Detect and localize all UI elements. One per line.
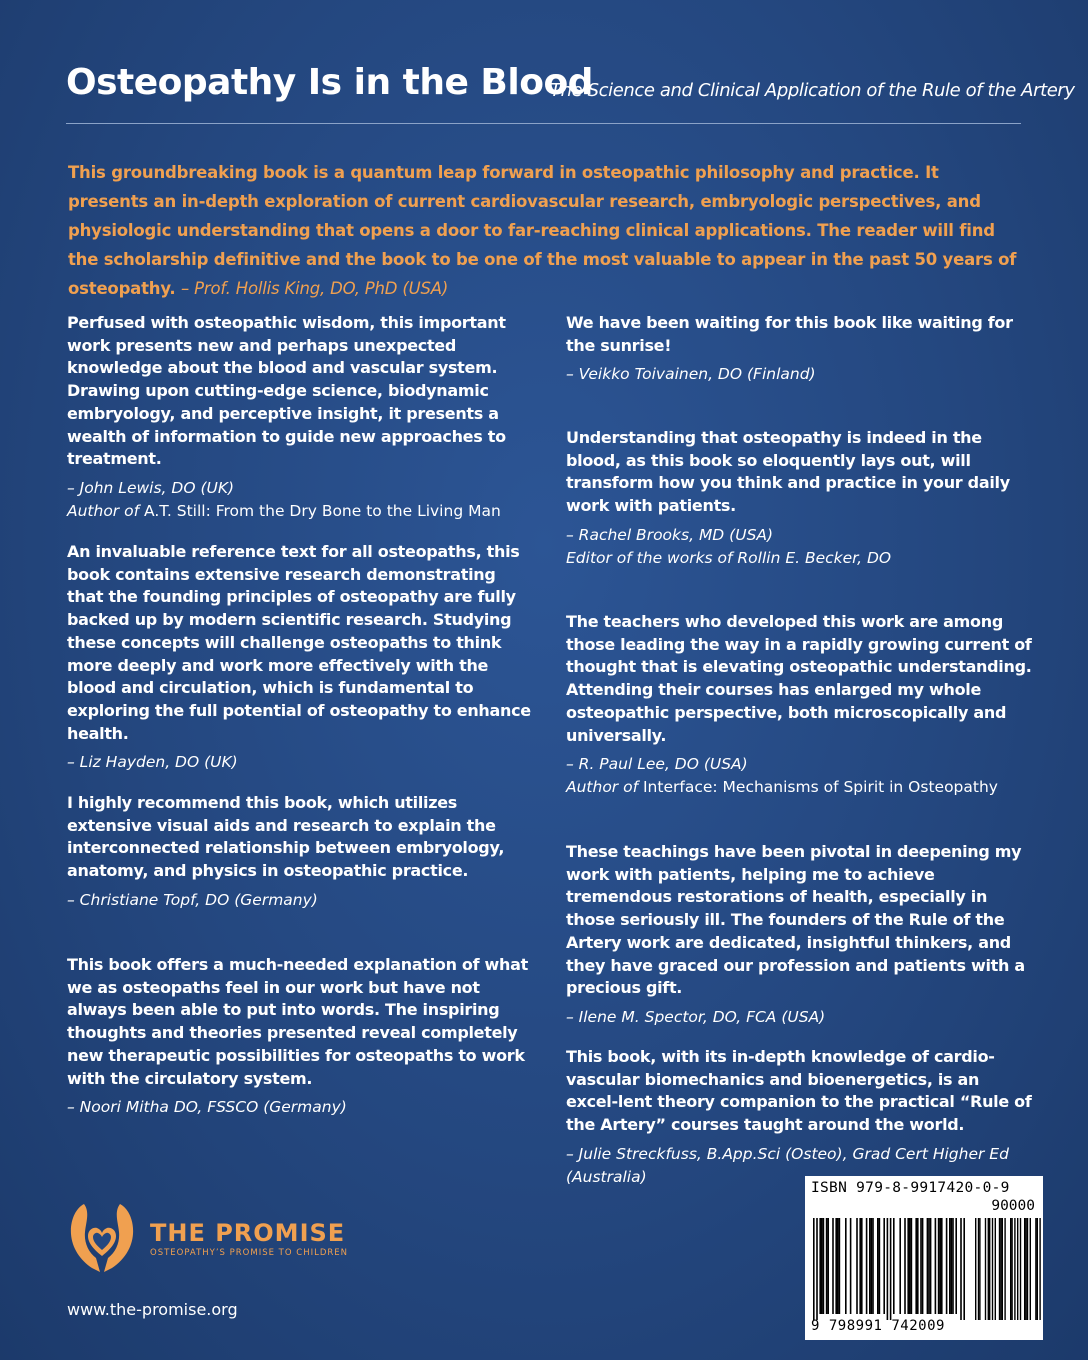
- barcode-bar: [837, 1218, 839, 1314]
- addon-bar: [979, 1218, 980, 1320]
- endorsement-ilene-spector: [566, 841, 1036, 1029]
- barcode-bar: [861, 1218, 863, 1314]
- endorsement-author: – Ilene M. Spector, DO, FCA (USA): [566, 1007, 826, 1026]
- addon-bar: [1002, 1218, 1003, 1320]
- endorsement-quote: Perfused with osteopathic wisdom, this important work presents new and perhaps unexpected knowledge about the blood and vascular system. Drawing upon cutting-edge science, biodynamic embryology, and perceptive insight, it presents a wealth of information to guide new approaches to treatment.: [67, 313, 506, 469]
- addon-bar: [1011, 1218, 1012, 1320]
- website-link[interactable]: www.the-promise.org: [67, 1300, 238, 1319]
- addon-bar: [1039, 1218, 1040, 1320]
- book-subtitle: The Science and Clinical Application of the Rule of the Artery: [550, 80, 1075, 101]
- endorsement-author: – Veikko Toivainen, DO (Finland): [566, 365, 816, 384]
- endorsement-quote: An invaluable reference text for all osteopaths, this book contains extensive research demonstrating that the founding principles of osteopathy are fully backed up by modern scientific research. Studying these concepts will challenge osteopaths to think more deeply and work more effectively with the blood and circulation, which is fundamental to exploring the full potential of osteopathy to enhance health.: [67, 542, 531, 743]
- price-code: 90000: [991, 1198, 1035, 1214]
- addon-bar: [1035, 1218, 1036, 1320]
- header-divider: [66, 123, 1021, 124]
- barcode-bar: [871, 1218, 873, 1314]
- barcode-bar: [904, 1218, 906, 1314]
- role-prefix: Author of: [67, 501, 140, 520]
- barcode-bar: [816, 1218, 818, 1320]
- lead-quote: This groundbreaking book is a quantum leap forward in osteopathic philosophy and practice. It presents an in-depth exploration of current cardiovascular research, embryologic perspectives, and physiologic understanding that opens a door to far-reaching clinical applications. The reader will find the scholarship definitive and the book to be one of the most valuable to appear in the past 50 years of osteopathy.: [68, 163, 1017, 298]
- endorsement-author: – Noori Mitha DO, FSSCO (Germany): [67, 1098, 347, 1117]
- endorsement-quote: These teachings have been pivotal in deepening my work with patients, helping me to achieve tremendous restorations of health, especially in those seriously ill. The founders of the Rule of the Artery work are dedicated, insightful thinkers, and they have graced our profession and patients with a precious gift.: [566, 842, 1025, 998]
- endorsement-quote: Understanding that osteopathy is indeed in the blood, as this book so eloquently lays out, will transform how you think and practice in your daily work with patients.: [566, 428, 1010, 516]
- barcode-bar: [946, 1218, 948, 1314]
- org-name: THE PROMISE: [150, 1219, 346, 1247]
- barcode-bar: [893, 1218, 895, 1314]
- barcode-bar: [938, 1218, 940, 1314]
- endorsement-quote: This book offers a much-needed explanation of what we as osteopaths feel in our work but have not always been able to put into words. The inspiring thoughts and theories presented reveal completely new therapeutic possibilities for osteopaths to work with the circulatory system.: [67, 955, 528, 1088]
- barcode-bar: [827, 1218, 829, 1314]
- addon-bar: [1027, 1218, 1028, 1320]
- barcode-bar: [819, 1218, 821, 1314]
- barcode-bar: [879, 1218, 881, 1314]
- addon-bar: [985, 1218, 986, 1320]
- endorsement-role: [566, 547, 1036, 570]
- addon-bar: [992, 1218, 993, 1320]
- endorsement-quote: I highly recommend this book, which utilizes extensive visual aids and research to explain the interconnected relationship between embryology, anatomy, and physics in osteopathic practice.: [67, 793, 505, 881]
- endorsement-liz-hayden: [67, 541, 537, 774]
- barcode-bar: [872, 1218, 874, 1314]
- barcode-bar: [821, 1218, 823, 1314]
- endorsement-author: – Liz Hayden, DO (UK): [67, 753, 238, 772]
- barcode-bar: [850, 1218, 852, 1314]
- addon-bar: [978, 1218, 979, 1320]
- addon-bar: [1024, 1218, 1025, 1320]
- lead-endorsement: [68, 158, 1023, 303]
- isbn-barcode: [805, 1176, 1043, 1340]
- barcode-bar: [877, 1218, 879, 1314]
- endorsement-r-paul-lee: [566, 611, 1036, 799]
- barcode-bar: [823, 1218, 825, 1314]
- barcode-bar: [887, 1218, 889, 1320]
- barcode-bar: [960, 1218, 962, 1320]
- barcode-bar: [859, 1218, 861, 1314]
- barcode-bar: [839, 1218, 841, 1314]
- barcode-bar: [930, 1218, 932, 1314]
- barcode-bar: [907, 1218, 909, 1314]
- endorsement-role: [67, 500, 537, 523]
- endorsement-rachel-brooks: [566, 427, 1036, 570]
- barcode-bar: [826, 1218, 828, 1314]
- endorsement-quote: This book, with its in-depth knowledge of cardio-vascular biomechanics and bioenergetics, is an excel-lent theory companion to the practical “Rule of the Artery” courses taught around the world.: [566, 1047, 1032, 1135]
- addon-bar: [1030, 1218, 1031, 1320]
- barcode-bar: [922, 1218, 924, 1314]
- barcode-bar: [899, 1218, 901, 1314]
- addon-bar: [1010, 1218, 1011, 1320]
- book-title: Osteopathy Is in the Blood: [66, 62, 593, 103]
- addon-bar: [989, 1218, 990, 1320]
- endorsement-author: – John Lewis, DO (UK): [67, 478, 235, 497]
- barcode-bars: [805, 1176, 1043, 1340]
- endorsement-quote: We have been waiting for this book like waiting for the sunrise!: [566, 313, 1013, 355]
- barcode-bar: [941, 1218, 943, 1314]
- barcode-digits: 9 798991 742009: [811, 1318, 945, 1334]
- endorsement-author: – Rachel Brooks, MD (USA): [566, 525, 774, 544]
- role-title: Interface: Mechanisms of Spirit in Osteopathy: [638, 778, 998, 797]
- barcode-bar: [928, 1218, 930, 1314]
- addon-bar: [1004, 1218, 1005, 1320]
- endorsement-author: – Christiane Topf, DO (Germany): [67, 890, 318, 909]
- barcode-bar: [866, 1218, 868, 1314]
- barcode-bar: [856, 1218, 858, 1314]
- role-prefix: Author of: [566, 778, 639, 797]
- addon-bar: [1025, 1218, 1026, 1320]
- endorsement-quote: The teachers who developed this work are among those leading the way in a rapidly growing current of thought that is elevating osteopathic understanding. Attending their courses has enlarged my whole osteopathic perspective, both microscopically and universally.: [566, 612, 1032, 745]
- addon-bar: [995, 1218, 996, 1320]
- barcode-bar: [915, 1218, 917, 1314]
- hands-heart-icon: [62, 1198, 142, 1278]
- barcode-bar: [955, 1218, 957, 1314]
- addon-bar: [988, 1218, 989, 1320]
- role-title: A.T. Still: From the Dry Bone to the Living Man: [139, 501, 501, 520]
- barcode-bar: [909, 1218, 911, 1314]
- barcode-bar: [927, 1218, 929, 1314]
- org-tagline: OSTEOPATHY’S PROMISE TO CHILDREN: [150, 1248, 349, 1258]
- barcode-bar: [939, 1218, 941, 1314]
- barcode-bar: [911, 1218, 913, 1314]
- barcode-bar: [952, 1218, 954, 1314]
- barcode-bar: [883, 1218, 885, 1314]
- barcode-bar: [951, 1218, 953, 1314]
- barcode-bar: [963, 1218, 965, 1320]
- lead-attribution: – Prof. Hollis King, DO, PhD (USA): [181, 279, 449, 298]
- isbn-text: ISBN 979-8-9917420-0-9: [811, 1180, 1010, 1196]
- endorsement-veikko-toivainen: [566, 312, 1036, 386]
- addon-bar: [1014, 1218, 1015, 1320]
- barcode-bar: [832, 1218, 834, 1314]
- endorsement-noori-mitha: [67, 954, 537, 1119]
- addon-bar: [975, 1218, 976, 1320]
- barcode-bar: [845, 1218, 847, 1314]
- barcode-bar: [835, 1218, 837, 1314]
- barcode-bar: [890, 1218, 892, 1320]
- endorsement-julie-streckfuss: [566, 1046, 1036, 1189]
- addon-bar: [1017, 1218, 1018, 1320]
- endorsement-author: – Julie Streckfuss, B.App.Sci (Osteo), Grad Cert Higher Ed (Australia): [566, 1144, 1009, 1186]
- barcode-bar: [935, 1218, 937, 1314]
- barcode-bar: [917, 1218, 919, 1314]
- endorsement-role: [566, 776, 1036, 799]
- endorsement-author: – R. Paul Lee, DO (USA): [566, 755, 748, 774]
- barcode-bar: [949, 1218, 951, 1314]
- barcode-bar: [813, 1218, 815, 1320]
- barcode-bar: [920, 1218, 922, 1314]
- barcode-bar: [869, 1218, 871, 1314]
- addon-bar: [1000, 1218, 1001, 1320]
- role-italic: Editor of the works of Rollin E. Becker, DO: [566, 548, 892, 567]
- addon-bar: [999, 1218, 1000, 1320]
- endorsement-christiane-topf: [67, 792, 537, 912]
- endorsement-john-lewis: [67, 312, 537, 523]
- addon-bar: [1037, 1218, 1038, 1320]
- addon-bar: [1020, 1218, 1021, 1320]
